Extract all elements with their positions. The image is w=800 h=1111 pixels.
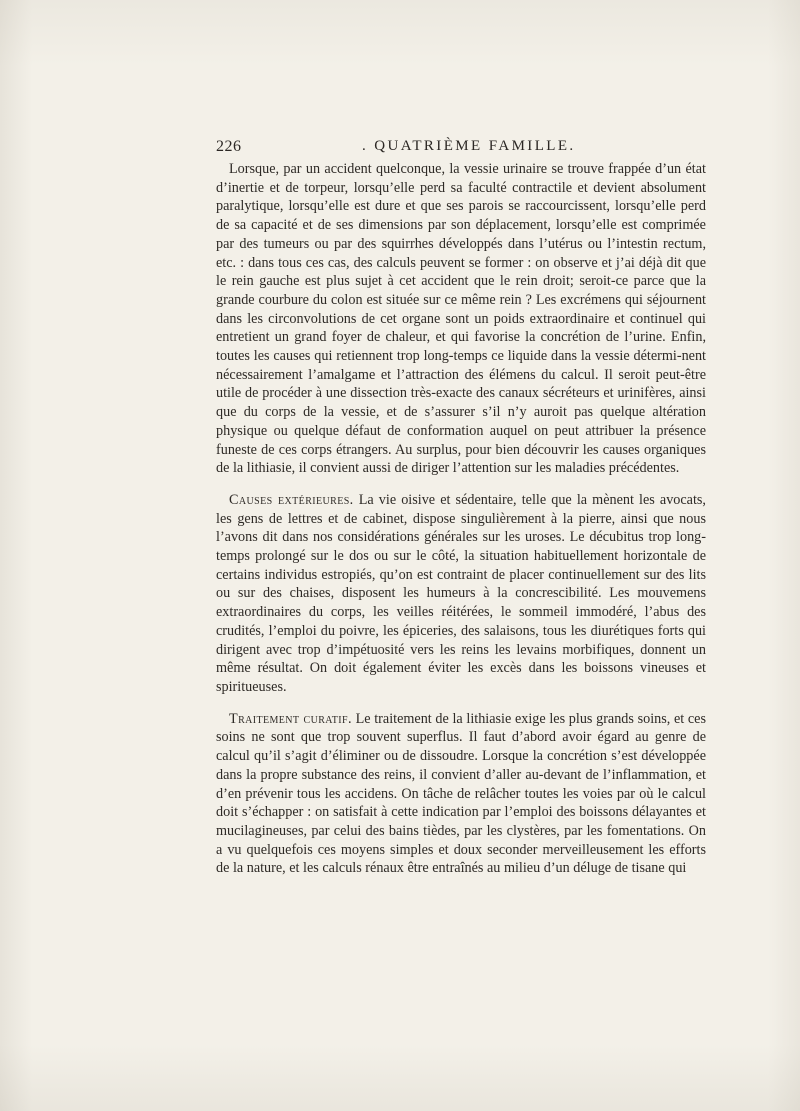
section-heading-external-causes: Causes extérieures. bbox=[229, 491, 354, 508]
page-number: 226 bbox=[216, 138, 242, 155]
paragraph-curative-treatment bbox=[216, 710, 706, 878]
paragraph-text: Le traitement de la lithiasie exige les plus grands soins, et ces soins ne sont que trop souvent superflus. Il faut d’abord avoir égard au genre de calcul qu’il s’agit d’éliminer ou de dissoudre. Lorsque la concrétion s’est développée dans la propre substance des reins, il convient d’aller au-devant de l’inflammation, et d’en prévenir tous les accidens. On tâche de relâcher toutes les voies par où le calcul doit s’échapper : on satisfait à cette indication par l’emploi des boissons délayantes et mucilagineuses, par celui des bains tièdes, par les clystères, par les fomentations. On a vu quelquefois ces moyens simples et doux seconder merveilleusement les efforts de la nature, et les calculs rénaux être entraînés au milieu d’un déluge de tisane qui bbox=[216, 710, 706, 877]
paragraph-external-causes bbox=[216, 491, 706, 697]
running-title: . QUATRIÈME FAMILLE. bbox=[362, 138, 576, 154]
paragraph-text: La vie oisive et sédentaire, telle que la mènent les avocats, les gens de lettres et de cabinet, dispose singulièrement à la pierre, ainsi que nous l’avons dit dans nos considérations générales sur les uroses. Le décubitus trop long-temps prolongé sur le dos ou sur le côté, la situation habituellement horizontale de certains individus estropiés, qu’on est contraint de placer continuellement sur des lits ou sur des chaises, disposent les humeurs à la concrescibilité. Les mouvemens extraordinaires du corps, les veilles réitérées, le sommeil immodéré, l’abus des crudités, l’emploi du poivre, les épiceries, des salaisons, tous les diurétiques forts qui dirigent avec trop d’impétuosité vers les reins les levains morbifiques, donnent un même résultat. On doit également éviter les excès dans les boissons vineuses et spiritueuses. bbox=[216, 491, 706, 695]
page-header bbox=[216, 138, 706, 162]
paragraph-text: Lorsque, par un accident quelconque, la vessie urinaire se trouve frappée d’un état d’inertie et de torpeur, lorsqu’elle perd sa faculté contractile et devient absolument paralytique, lorsqu’elle est dure et que ses parois se raccourcissent, lorsqu’elle perd de sa capacité et de ses dimensions par son déplacement, lorsqu’elle est comprimée par des tumeurs ou par des squirrhes développés dans l’utérus ou l’intestin rectum, etc. : dans tous ces cas, des calculs peuvent se former : on observe et j’ai déjà dit que le rein gauche est plus sujet à cet accident que le rein droit; seroit-ce parce que la grande courbure du colon est située sur ce même rein ? Les excrémens qui séjournent dans les circonvolutions de cet organe sont un poids extraordinaire et continuel qui entretient un grand foyer de chaleur, et qui favorise la concrétion de l’urine. Enfin, toutes les causes qui retiennent trop long-temps ce liquide dans la vessie détermi-nent nécessairement l’amalgame et l’attraction des élémens du calcul. Il seroit peut-être utile de procéder à une dissection très-exacte des canaux sécréteurs et urinifères, ainsi que du corps de la vessie, et de s’assurer s’il n’y auroit pas quelque altération physique ou quelque défaut de conformation auquel on peut attribuer la présence funeste de ces corps étrangers. Au surplus, pour bien découvrir les causes organiques de la lithiasie, il convient aussi de diriger l’attention sur les maladies précédentes. bbox=[216, 161, 706, 477]
paragraph-calculus-formation bbox=[216, 160, 706, 478]
body-text bbox=[216, 160, 706, 878]
section-heading-curative-treatment: Traitement curatif. bbox=[229, 710, 352, 727]
